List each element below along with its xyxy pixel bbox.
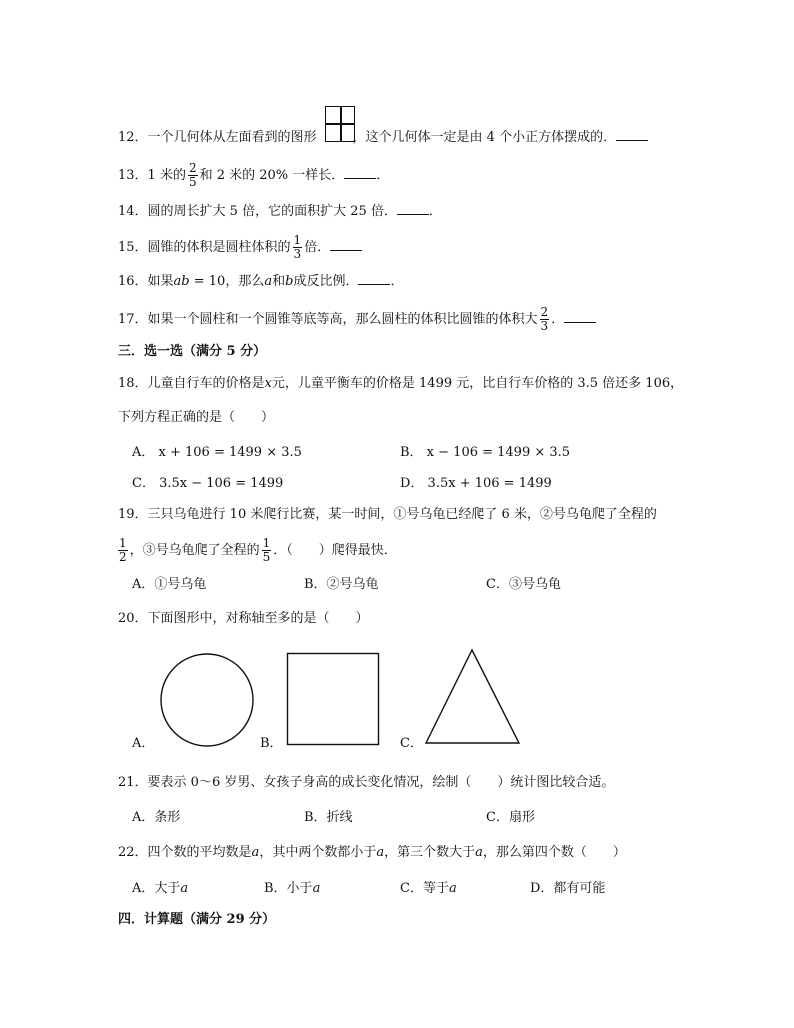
q21-option-c[interactable]: C．扇形	[486, 810, 535, 825]
square-figure-icon	[286, 652, 382, 748]
q20-label-a[interactable]: A．	[132, 736, 155, 751]
q22-option-d[interactable]: D．都有可能	[530, 881, 606, 896]
question-14: 14．圆的周长扩大 5 倍，它的面积扩大 25 倍． ．	[118, 204, 442, 219]
q21-option-a[interactable]: A．条形	[132, 810, 181, 825]
q15-text-b: 倍．	[304, 240, 331, 255]
question-12	[118, 128, 648, 148]
question-22: 22．四个数的平均数是a，其中两个数都小于a，第三个数大于a，那么第四个数（ ）	[118, 845, 626, 860]
q12-text-b: ，这个几何体一定是由 4 个小正方体摆成的．	[352, 130, 617, 145]
fraction: $\frac{2}{3}$	[540, 305, 549, 333]
q20-label-c[interactable]: C．	[400, 736, 423, 751]
circle-figure-icon	[158, 652, 258, 752]
q22-option-a[interactable]: A．大于a	[132, 881, 189, 896]
fraction: $\frac{1}{2}$	[119, 536, 127, 564]
answer-blank[interactable]	[358, 272, 390, 285]
q13-text-a: 13．1 米的	[118, 168, 186, 183]
q22-option-b[interactable]: B．小于a	[264, 881, 321, 896]
answer-blank[interactable]	[397, 202, 429, 215]
question-19: 19．三只乌龟进行 10 米爬行比赛，某一时间，①号乌龟已经爬了 6 米，②号乌龟爬了全程的	[118, 507, 657, 522]
section-heading-3: 三．选一选（满分 5 分）	[118, 344, 267, 359]
answer-blank[interactable]	[564, 310, 596, 323]
q21-option-b[interactable]: B．折线	[304, 810, 353, 825]
question-18: 18．儿童自行车的价格是x元，儿童平衡车的价格是 1499 元，比自行车价格的 3.5 倍还多 106，	[118, 376, 684, 391]
q14-text: 14．圆的周长扩大 5 倍，它的面积扩大 25 倍．	[118, 204, 397, 219]
question-17: 17．如果一个圆柱和一个圆锥等底等高，那么圆柱的体积比圆锥的体积大 $\frac{2}{3}$ ．	[118, 306, 596, 333]
question-21: 21．要表示 0～6 岁男、女孩子身高的成长变化情况，绘制（ ）统计图比较合适。	[118, 775, 615, 790]
q15-text-a: 15．圆锥的体积是圆柱体积的	[118, 240, 291, 255]
q18-option-c[interactable]: C． 3.5x − 106 = 1499	[132, 476, 284, 491]
question-13: 13．1 米的 $\frac{2}{5}$ 和 2 米的 20% 一样长． ．	[118, 161, 390, 189]
q20-label-b[interactable]: B．	[260, 736, 283, 751]
q12-text-a: 12．一个几何体从左面看到的图形	[118, 130, 317, 145]
q13-text-b: 和 2 米的 20% 一样长．	[199, 168, 345, 183]
fraction: $\frac{2}{5}$	[188, 161, 197, 189]
fraction: $\frac{1}{5}$	[262, 536, 271, 564]
section-heading-4: 四．计算题（满分 29 分）	[118, 912, 276, 927]
answer-blank[interactable]	[330, 238, 362, 251]
question-16: 16．如果ab = 10，那么a和b成反比例． ．	[118, 274, 404, 289]
q22-option-c[interactable]: C．等于a	[400, 881, 457, 896]
question-15	[118, 234, 362, 261]
answer-blank[interactable]	[344, 166, 376, 179]
q19-option-a[interactable]: A．①号乌龟	[132, 577, 207, 592]
answer-blank[interactable]	[616, 128, 648, 141]
q19-option-b[interactable]: B．②号乌龟	[304, 577, 379, 592]
q18-option-a[interactable]: A． x + 106 = 1499 × 3.5	[132, 445, 302, 460]
question-19-line2: $\frac{1}{2}$ ，③号乌龟爬了全程的 $\frac{1}{5}$ ．（ ）爬得最快．	[119, 536, 397, 564]
fraction: $\frac{1}{3}$	[293, 233, 302, 261]
question-20: 20．下面图形中，对称轴至多的是（ ）	[118, 611, 369, 626]
q19-option-c[interactable]: C．③号乌龟	[486, 577, 561, 592]
q18-option-b[interactable]: B． x − 106 = 1499 × 3.5	[400, 445, 571, 460]
triangle-figure-icon	[424, 648, 524, 748]
q18-option-d[interactable]: D． 3.5x + 106 = 1499	[400, 476, 552, 491]
question-18-line2: 下列方程正确的是（ ）	[118, 410, 275, 425]
grid-figure-icon	[325, 106, 355, 142]
